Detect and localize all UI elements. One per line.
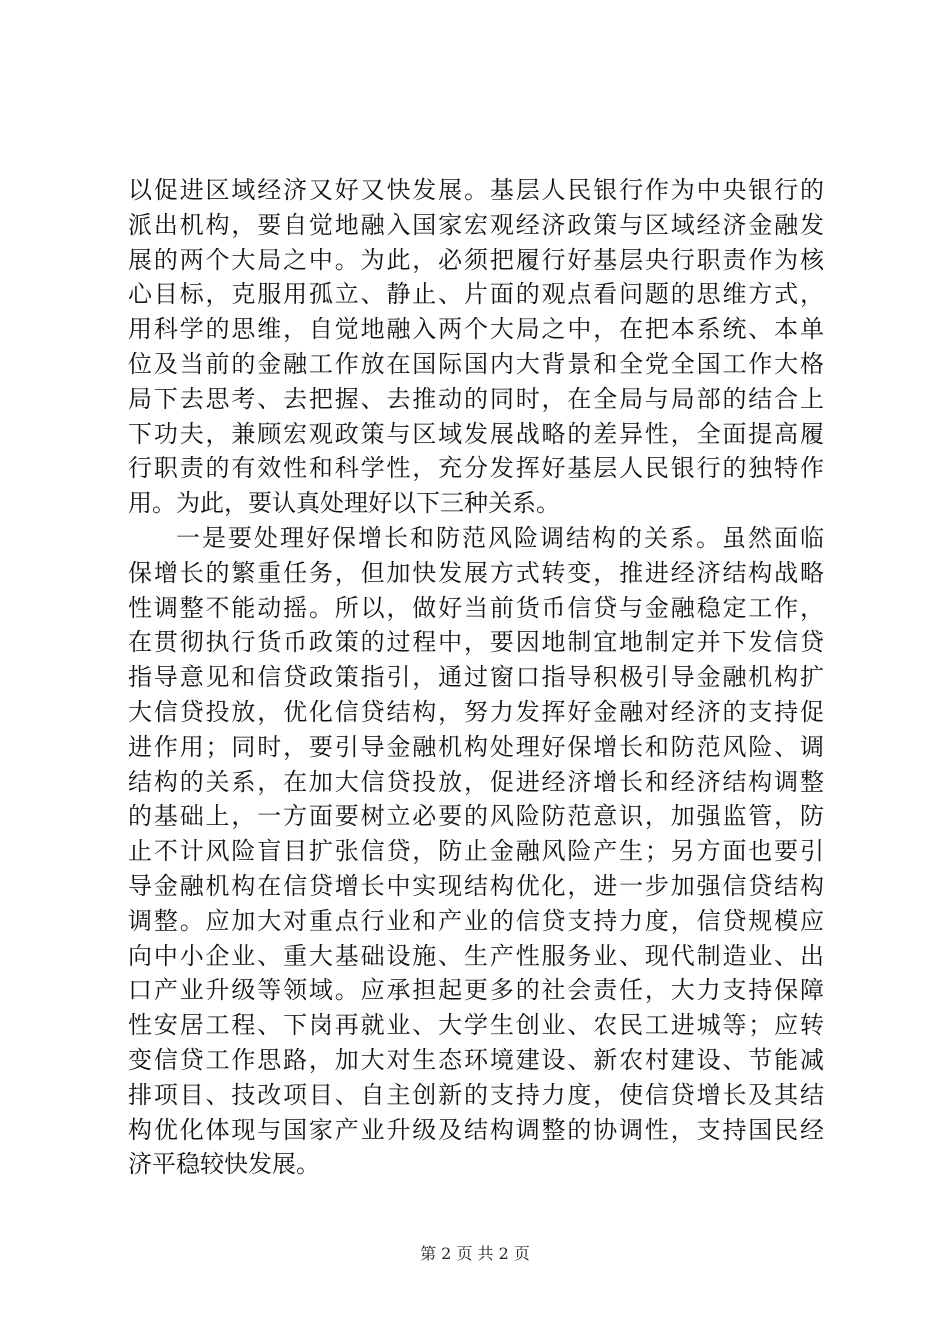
text-line: 展的两个大局之中。为此，必须把履行好基层央行职责作为核 — [128, 245, 824, 274]
text-line: 在贯彻执行货币政策的过程中，要因地制宜地制定并下发信贷 — [128, 628, 824, 657]
page-number: 第 2 页 共 2 页 — [420, 1244, 530, 1263]
text-line: 心目标，克服用孤立、静止、片面的观点看问题的思维方式， — [128, 280, 824, 309]
text-line: 位及当前的金融工作放在国际国内大背景和全党全国工作大格 — [128, 349, 824, 378]
text-line: 进作用；同时，要引导金融机构处理好保增长和防范风险、调 — [128, 732, 824, 761]
body-text — [128, 173, 824, 1182]
text-line: 局下去思考、去把握、去推动的同时，在全局与局部的结合上 — [128, 384, 824, 413]
text-line: 大信贷投放，优化信贷结构，努力发挥好金融对经济的支持促 — [128, 697, 824, 726]
paragraph-first-line: 一是要处理好保增长和防范风险调结构的关系。虽然面临 — [176, 523, 824, 552]
text-line: 口产业升级等领域。应承担起更多的社会责任，大力支持保障 — [128, 976, 824, 1005]
text-line: 下功夫，兼顾宏观政策与区域发展战略的差异性，全面提高履 — [128, 419, 824, 448]
text-line: 止不计风险盲目扩张信贷，防止金融风险产生；另方面也要引 — [128, 837, 824, 866]
text-line: 调整。应加大对重点行业和产业的信贷支持力度，信贷规模应 — [128, 906, 824, 935]
text-line: 派出机构，要自觉地融入国家宏观经济政策与区域经济金融发 — [128, 210, 824, 239]
text-line: 的基础上，一方面要树立必要的风险防范意识，加强监管，防 — [128, 802, 824, 831]
page-footer — [0, 1243, 950, 1265]
text-line: 行职责的有效性和科学性，充分发挥好基层人民银行的独特作 — [128, 454, 824, 483]
text-line: 性调整不能动摇。所以，做好当前货币信贷与金融稳定工作， — [128, 593, 824, 622]
text-line: 向中小企业、重大基础设施、生产性服务业、现代制造业、出 — [128, 941, 824, 970]
text-line: 构优化体现与国家产业升级及结构调整的协调性，支持国民经 — [128, 1115, 824, 1144]
text-line: 用科学的思维，自觉地融入两个大局之中，在把本系统、本单 — [128, 315, 824, 344]
text-line: 排项目、技改项目、自主创新的支持力度，使信贷增长及其结 — [128, 1080, 824, 1109]
text-line: 结构的关系，在加大信贷投放，促进经济增长和经济结构调整 — [128, 767, 824, 796]
text-line: 保增长的繁重任务，但加快发展方式转变，推进经济结构战略 — [128, 558, 824, 587]
text-line: 导金融机构在信贷增长中实现结构优化，进一步加强信贷结构 — [128, 871, 824, 900]
text-line: 指导意见和信贷政策指引，通过窗口指导积极引导金融机构扩 — [128, 663, 824, 692]
text-line: 以促进区域经济又好又快发展。基层人民银行作为中央银行的 — [128, 176, 824, 204]
text-line: 济平稳较快发展。 — [128, 1150, 320, 1179]
text-line: 性安居工程、下岗再就业、大学生创业、农民工进城等；应转 — [128, 1011, 824, 1040]
text-line: 变信贷工作思路，加大对生态环境建设、新农村建设、节能减 — [128, 1045, 824, 1074]
text-line: 用。为此，要认真处理好以下三种关系。 — [128, 489, 560, 518]
